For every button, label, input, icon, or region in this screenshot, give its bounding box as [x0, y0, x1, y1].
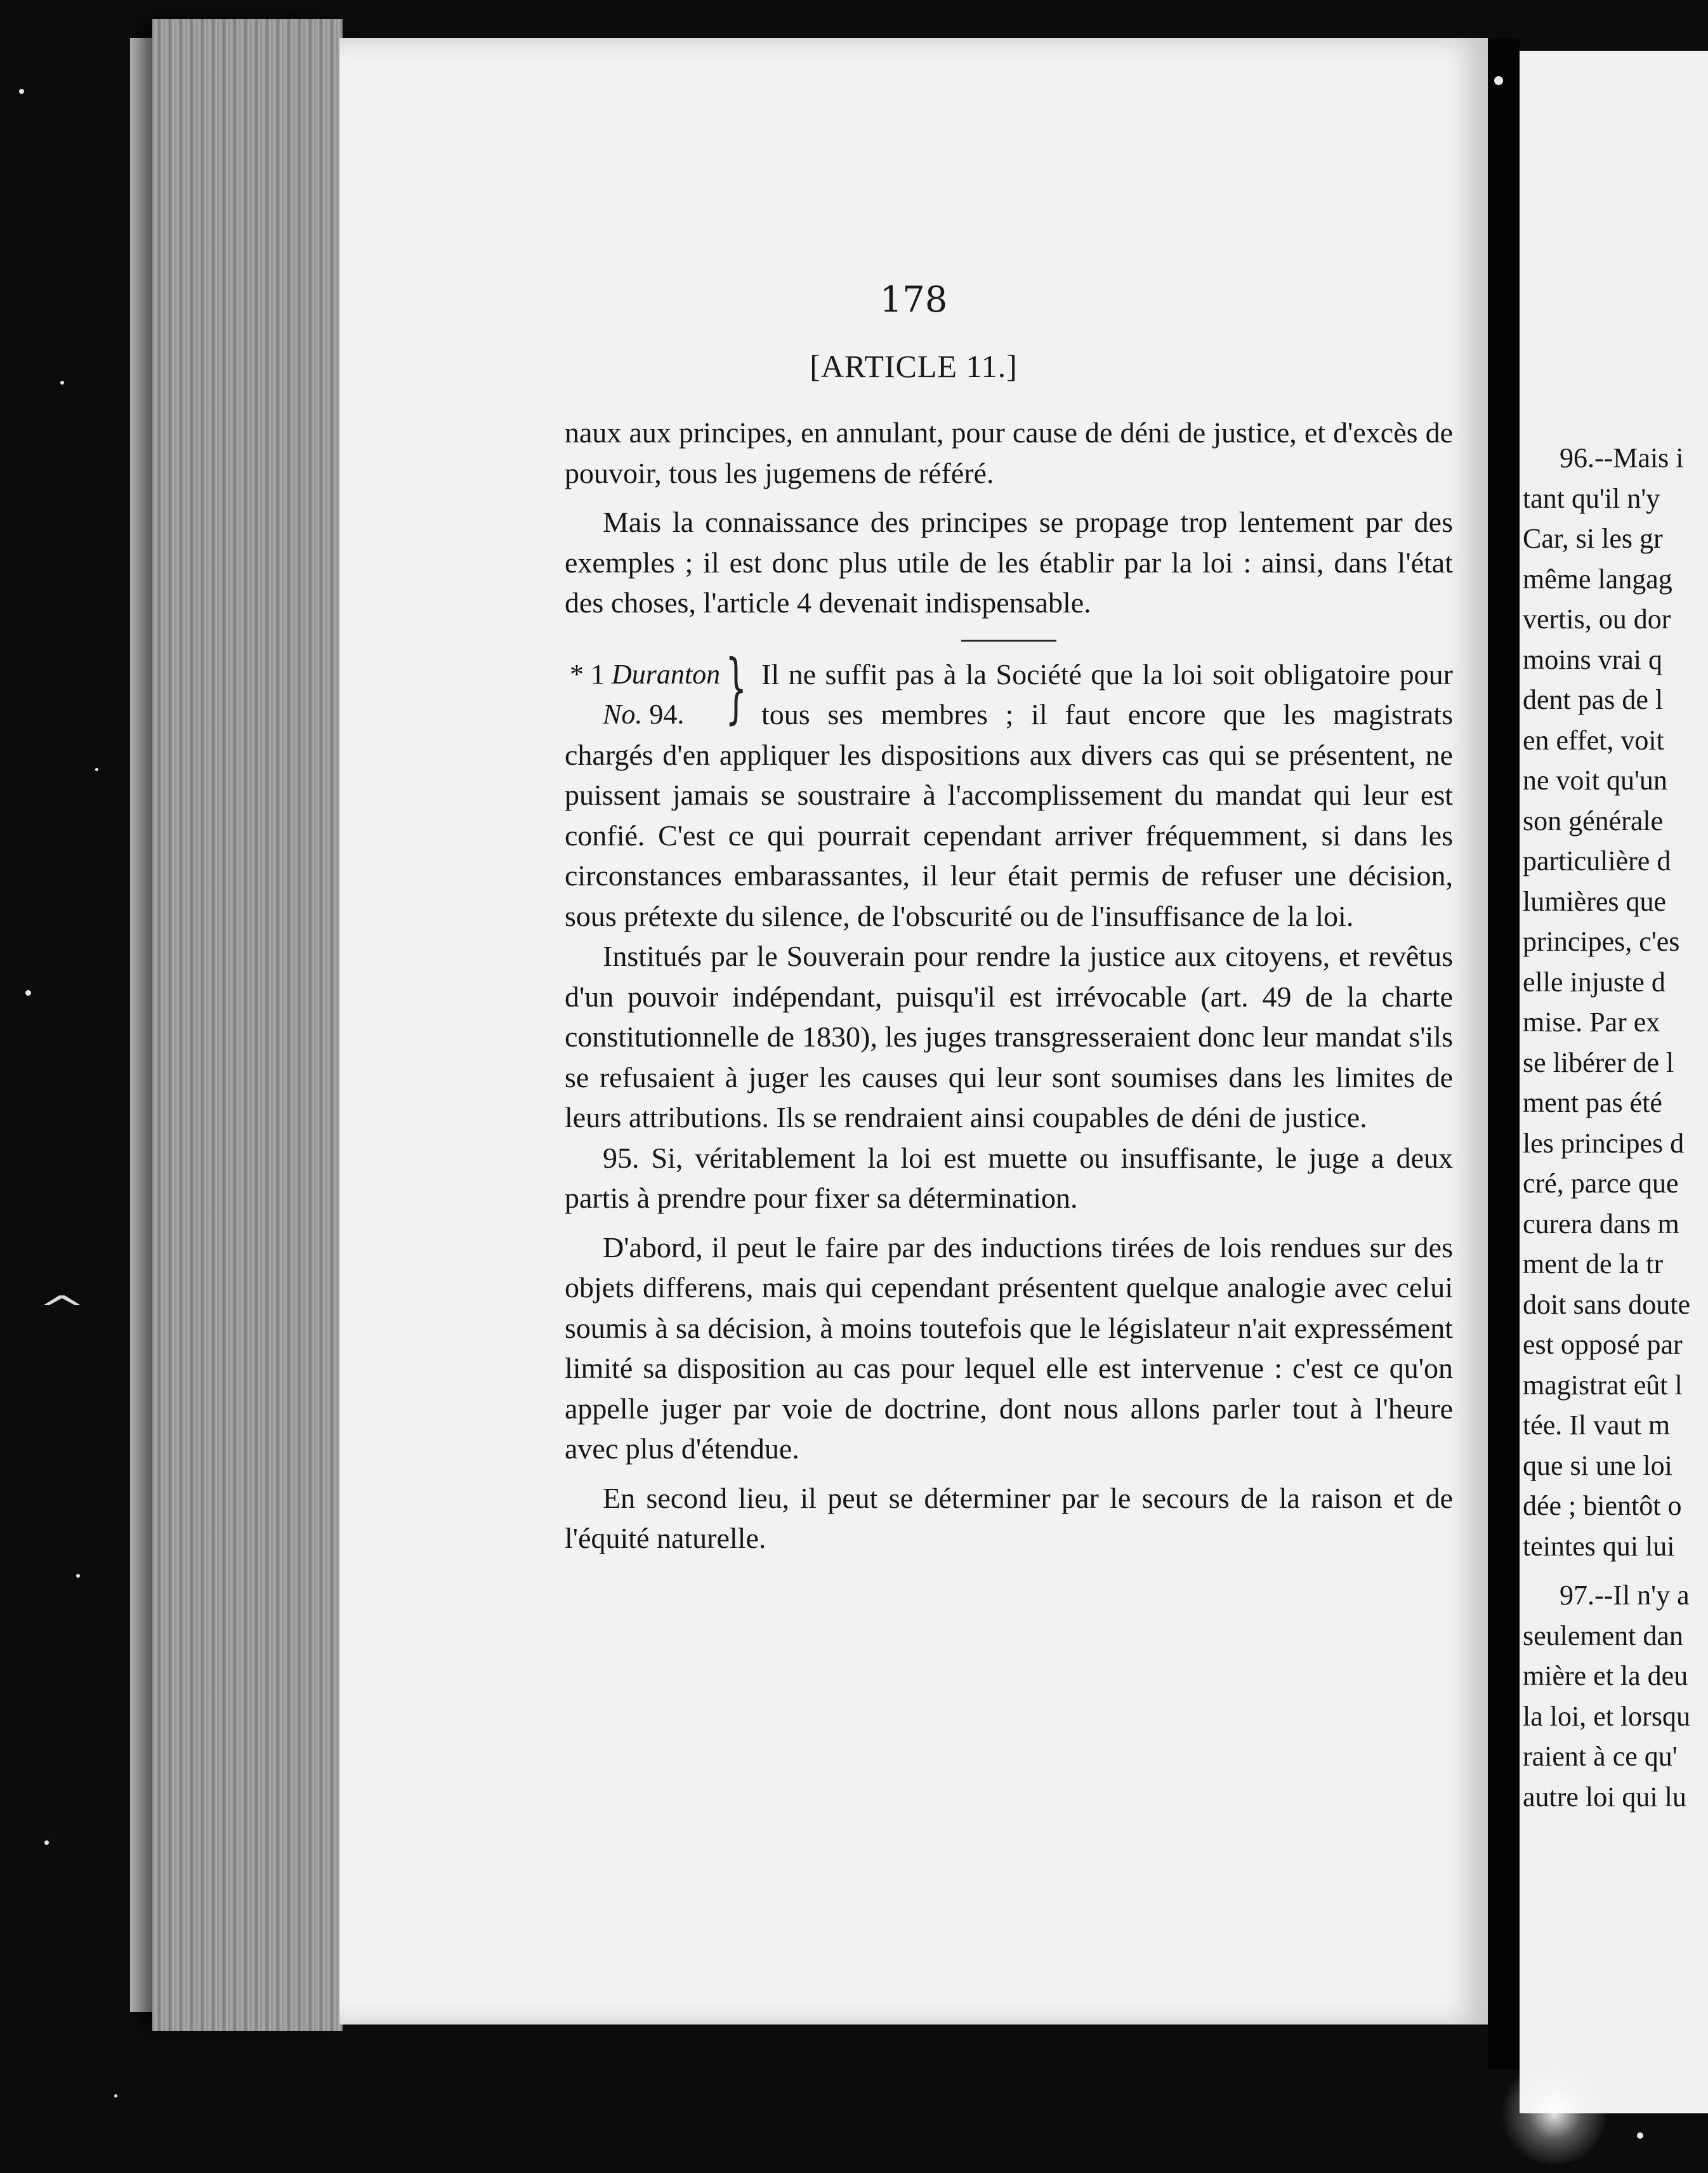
brace-icon: } — [725, 654, 747, 732]
book-gutter — [1488, 38, 1520, 2069]
light-flare — [1497, 2063, 1612, 2164]
right-page-line: tant qu'il n'y — [1523, 482, 1660, 514]
right-page-line: autre loi qui lu — [1523, 1781, 1686, 1813]
paragraph-with-margin-reference — [565, 654, 1453, 937]
right-page-line: 97.--Il n'y a — [1560, 1580, 1690, 1611]
right-page-line: tée. Il vaut m — [1523, 1410, 1671, 1441]
dust-speck — [114, 2094, 117, 2097]
right-page-line: elle injuste d — [1523, 966, 1665, 998]
paragraph: D'abord, il peut le faire par des inductions tirées de lois rendues sur des objets differens, mais qui cependant présentent quelque analogie avec celui soumis à sa décision, à moins toutefois que le législateur n'ait expressément limité sa disposition au cas pour lequel elle est intervenue : c'est ce qu'on appelle juger par voie de doctrine, dont nous allons parler tout à l'heure avec plus d'étendue. — [565, 1231, 1453, 1465]
book-edge-outer — [130, 38, 155, 2012]
right-page-line: son générale — [1523, 805, 1664, 836]
right-page-line: Car, si les gr — [1523, 523, 1663, 554]
right-page-line: mise. Par ex — [1523, 1007, 1660, 1038]
dust-speck — [25, 990, 31, 996]
page-body-text — [565, 413, 1453, 1559]
right-page-line: dent pas de l — [1523, 684, 1664, 715]
right-page-line: moins vrai q — [1523, 644, 1662, 675]
running-head: [ARTICLE 11.] — [810, 348, 1018, 384]
margin-reference-star: * 1 — [570, 658, 612, 690]
right-page-line: 96.--Mais i — [1560, 442, 1684, 473]
paragraph: Institués par le Souverain pour rendre la justice aux citoyens, et revêtus d'un pouvoir indépendant, puisqu'il est irrévocable (art. 49 de la charte constitutionnelle de 1830), les juges transgresseraient donc leur mandat s'ils se refusaient à juger les causes qui leur sont soumises dans les limites de leurs attributions. Ils se rendraient ainsi coupables de déni de justice. — [565, 940, 1453, 1133]
right-page-line: mière et la deu — [1523, 1660, 1688, 1691]
right-page-line: lumières que — [1523, 885, 1667, 917]
right-page-line: dée ; bientôt o — [1523, 1490, 1682, 1521]
margin-reference-label: No. — [603, 699, 643, 730]
margin-reference-number: 94. — [642, 699, 685, 730]
right-page-line: ment de la tr — [1523, 1248, 1664, 1279]
dust-speck — [44, 1840, 49, 1845]
right-page-line: vertis, ou dor — [1523, 604, 1671, 635]
right-page-line: doit sans doute — [1523, 1288, 1690, 1320]
right-page-line: magistrat eût l — [1523, 1369, 1683, 1401]
paragraph: En second lieu, il peut se déterminer par le secours de la raison et de l'équité naturelle. — [565, 1481, 1453, 1554]
caret-up-icon: ^ — [38, 1289, 86, 1329]
right-page-line: en effet, voit — [1523, 724, 1664, 756]
dust-speck — [1494, 76, 1503, 85]
margin-reference — [565, 654, 761, 735]
right-page-line: que si une loi — [1523, 1450, 1672, 1481]
page-number: 178 — [879, 279, 948, 320]
right-page-line: curera dans m — [1523, 1208, 1679, 1239]
dust-speck — [19, 89, 24, 94]
book-page-stack-edge — [152, 19, 343, 2031]
dust-speck — [1637, 2132, 1643, 2139]
margin-reference-author: Duranton — [612, 658, 721, 690]
right-page-line: ment pas été — [1523, 1087, 1662, 1118]
right-page-line: seulement dan — [1523, 1620, 1683, 1651]
paragraph: Il ne suffit pas à la Société que la loi soit obligatoire pour tous ses membres ; il faut encore que les magistrats chargés d'en appliquer les dispositions aux divers cas qui se présentent, ne puissent jamais se soustraire à l'accomplissement du mandat qui leur est confié. C'est ce qui pourrait cependant arriver fréquemment, si dans les circonstances embarassantes, il leur était permis de refuser une décision, sous prétexte du silence, de l'obscurité ou de l'insuffisance de la loi. — [565, 657, 1453, 932]
right-page-line: les principes d — [1523, 1127, 1685, 1159]
dust-speck — [60, 381, 64, 385]
right-page-line: la loi, et lorsqu — [1523, 1700, 1690, 1732]
numbered-paragraph-95: 95. Si, véritablement la loi est muette ou insuffisante, le juge a deux partis à prendre pour fixer sa détermination. — [565, 1141, 1453, 1214]
right-page-line: particulière d — [1523, 845, 1671, 876]
right-page-line: est opposé par — [1523, 1329, 1683, 1360]
right-page-line: se libérer de l — [1523, 1047, 1674, 1078]
right-page-line: teintes qui lui — [1523, 1530, 1675, 1562]
dust-speck — [76, 1574, 80, 1578]
right-page-line: cré, parce que — [1523, 1168, 1679, 1199]
paragraph: Mais la connaissance des principes se propage trop lentement par des exemples ; il est donc plus utile de les établir par la loi : ainsi, dans l'état des choses, l'article 4 devenait indispensable. — [565, 506, 1453, 619]
right-page-text-fragments — [1523, 438, 1708, 1817]
right-page-line: principes, c'es — [1523, 926, 1680, 957]
section-rule — [961, 640, 1056, 642]
paragraph-continuation: naux aux principes, en annulant, pour cause de déni de justice, et d'excès de pouvoir, tous les jugemens de référé. — [565, 416, 1453, 489]
right-page-line: ne voit qu'un — [1523, 765, 1667, 796]
dust-speck — [95, 768, 98, 771]
right-page-line: même langag — [1523, 563, 1672, 595]
right-page-line: raient à ce qu' — [1523, 1741, 1678, 1772]
